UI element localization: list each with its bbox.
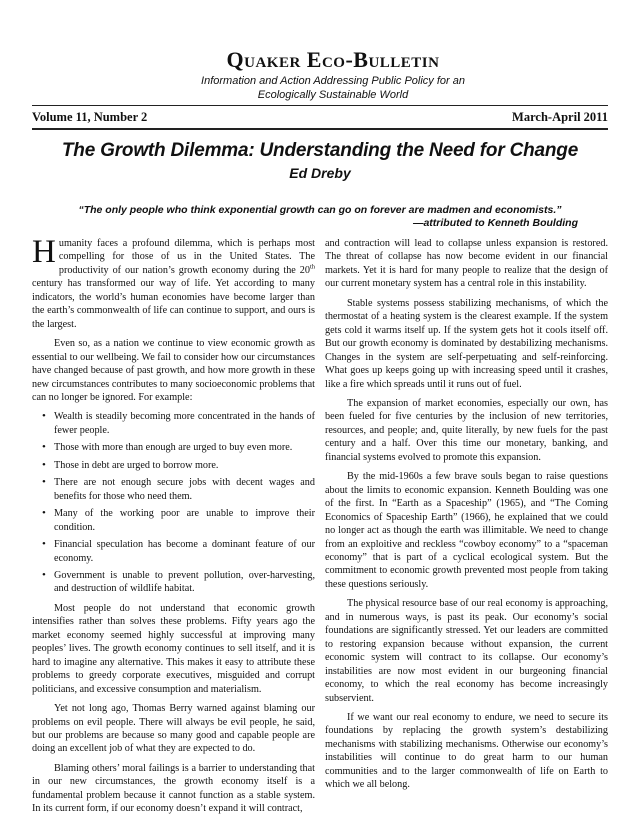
- article-author: Ed Dreby: [289, 165, 351, 181]
- body-paragraph: The physical resource base of our real economy is approaching, and in numerous ways, is past its peak. Our economy’s social foundations are significantly stressed. Yet our leaders are committed to restoring expansion because without expansion, the current economic system will contract to its collapse. Our economy’s instabilities are now most evident in our burgeoning financial economy, to which the real economy has become increasingly subservient.: [325, 598, 608, 704]
- issue-volume: Volume 11, Number 2: [32, 110, 148, 124]
- issue-date: March-April 2011: [512, 110, 608, 124]
- list-item: • Many of the working poor are unable to improve their condition.: [32, 507, 315, 534]
- list-item: • Those with more than enough are urged to buy even more.: [32, 441, 315, 454]
- issue-rule-top: [32, 105, 608, 106]
- epigraph-quote: “The only people who think exponential growth can go on forever are madmen and economists.”: [78, 204, 562, 216]
- list-item: • Those in debt are urged to borrow more.: [32, 459, 315, 472]
- article-column-left: [32, 234, 315, 822]
- body-paragraph: and contraction will lead to collapse unless expansion is restored. The threat of collapse has now become evident in our financial markets. Yet it is hard for many people to realize that the design of our current monetary system has a central role in this instability.: [325, 238, 608, 290]
- body-paragraph: If we want our real economy to endure, we need to secure its foundations by replacing the growth system’s destabilizing mechanisms with stabilizing mechanisms. Otherwise our economy’s instabilities will continue to do great harm to our human communities and to the larger commonwealth of life on Earth to which we all belong.: [325, 711, 608, 791]
- list-item: • There are not enough secure jobs with decent wages and benefits for those who need them.: [32, 476, 315, 503]
- body-paragraph: Humanity faces a profound dilemma, which is perhaps most compelling for those of us in the United States. The productivity of our nation’s growth economy during the 20th century has transformed our way of life. Yet according to many indicators, the world’s human economies have become larger than the earth’s commonwealth of life can continue to support, and ours is the largest.: [32, 234, 315, 330]
- superscript: th: [309, 263, 315, 271]
- newsletter-tagline: [26, 74, 640, 102]
- list-item: • Government is unable to prevent pollution, over-harvesting, and destruction of wildlife habitat.: [32, 569, 315, 596]
- masthead: [0, 48, 640, 102]
- body-paragraph: Blaming others’ moral failings is a barrier to understanding that in our new circumstances, the growth economy itself is a fundamental problem because it cannot function as a stable system. In its current form, if our economy doesn’t expand it will contract,: [32, 762, 315, 815]
- body-paragraph: By the mid-1960s a few brave souls began to raise questions about the limits to economic expansion. Kenneth Boulding was one of the first. In “Earth as a Spaceship” (1965), and “The Coming Economics of Spaceship Earth” (1966), he explained that we could no longer act as though the earth was illimitable. We need to change from an exploitive and reckless “cowboy economy” to a “spaceman economy” that is part of a cyclical ecological system. But the commitment to economic growth prevented most people from taking these questions seriously.: [325, 471, 608, 590]
- tagline-line-2: Ecologically Sustainable World: [257, 89, 409, 101]
- body-paragraph: Stable systems possess stabilizing mechanisms, of which the thermostat of a heating system is the clearest example. If the system gets cold it warms itself up. If the system gets hot it cools itself off. But our growth economy is dominated by destabilizing mechanisms. Changes in the system are self-perpetuating and self-reinforcing. What goes up keeps going up with increasing speed until it crashes, like a fire which spreads until it runs out of fuel.: [325, 297, 608, 390]
- list-item: • Financial speculation has become a dominant feature of our economy.: [32, 538, 315, 565]
- problem-list: [32, 410, 315, 595]
- article-column-right: [325, 237, 608, 798]
- issue-rule-bottom: [32, 128, 608, 130]
- epigraph-attribution: —attributed to Kenneth Boulding: [412, 217, 578, 229]
- list-item: • Wealth is steadily becoming more concentrated in the hands of fewer people.: [32, 410, 315, 437]
- body-paragraph: The expansion of market economies, especially our own, has been fueled for five centuries by the inclusion of new territories, resources, and people; and, quite literally, by new fuels for the past century and a half. Over this time our monetary, banking, and financial systems evolved to promote this expansion.: [325, 397, 608, 463]
- body-paragraph: Yet not long ago, Thomas Berry warned against blaming our problems on evil people. There will always be evil people, he said, but our problems are because so many good and capable people are doing an excellent job of what they are expected to do.: [32, 703, 315, 755]
- tagline-line-1: Information and Action Addressing Public Policy for an: [201, 75, 465, 87]
- drop-cap: H: [32, 234, 56, 270]
- newsletter-title: Quaker Eco-Bulletin: [226, 47, 440, 72]
- body-paragraph: Even so, as a nation we continue to view economic growth as essential to our wellbeing. We fail to consider how our circumstances have changed because of past growth, and how more growth in these new circumstances contributes to many socioeconomic problems that can no longer be ignored. For example:: [32, 338, 315, 403]
- article-title: The Growth Dilemma: Understanding the Need for Change: [61, 140, 579, 161]
- body-paragraph: Most people do not understand that economic growth intensifies rather than solves these problems. Fifty years ago the market economy seemed highly successful at improving many peoples’ lives. The growth economy continues to sell itself, and it is hard to imagine any alternative. This makes it easy to attribute these problems to greedy corporate executives, misguided and corrupt politicians, and excessive consumption and materialism.: [32, 602, 315, 695]
